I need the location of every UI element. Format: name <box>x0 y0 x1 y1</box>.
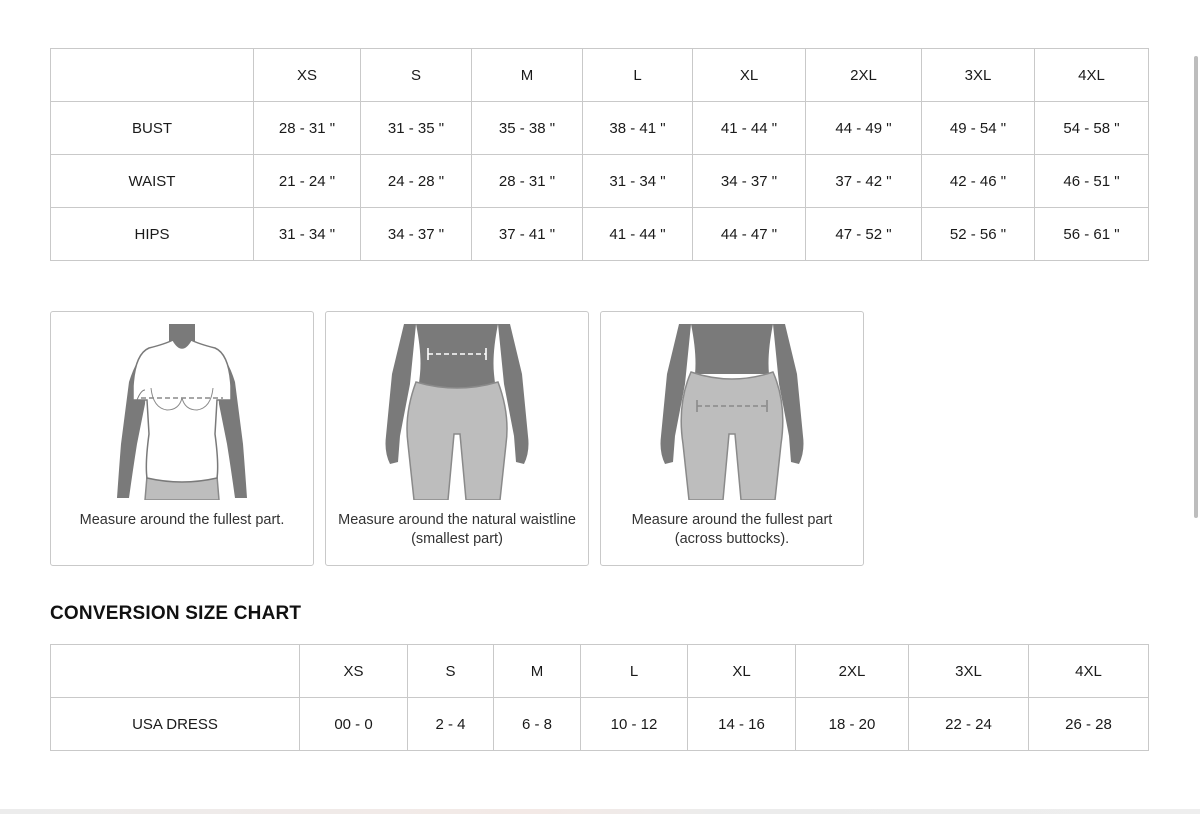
hips-guide-card <box>600 311 864 566</box>
hips-guide-caption: Measure around the fullest part (across buttocks). <box>631 512 833 547</box>
table-cell: 41 - 44 " <box>583 208 693 261</box>
table-cell: 44 - 49 " <box>806 102 922 155</box>
table-cell: 37 - 42 " <box>806 155 922 208</box>
table-cell: 37 - 41 " <box>472 208 583 261</box>
waist-guide-card <box>325 311 589 566</box>
table-cell: 42 - 46 " <box>922 155 1035 208</box>
header-cell-s: S <box>361 49 472 102</box>
table-cell: 31 - 35 " <box>361 102 472 155</box>
bust-guide-card <box>50 311 314 566</box>
header-cell-s: S <box>408 645 494 698</box>
waist-guide-caption: Measure around the natural waistline (smallest part) <box>338 512 576 547</box>
conversion-size-table <box>50 644 1149 751</box>
header-cell-empty <box>51 49 254 102</box>
table-cell: 22 - 24 <box>909 698 1029 751</box>
table-cell: 56 - 61 " <box>1035 208 1149 261</box>
table-cell: 6 - 8 <box>494 698 581 751</box>
header-cell-xl: XL <box>688 645 796 698</box>
table-row <box>51 208 1149 261</box>
bust-guide-caption: Measure around the fullest part. <box>79 512 285 528</box>
header-cell-xl: XL <box>693 49 806 102</box>
table-row <box>51 155 1149 208</box>
table-cell: 28 - 31 " <box>472 155 583 208</box>
table-cell: 34 - 37 " <box>693 155 806 208</box>
header-cell-xs: XS <box>300 645 408 698</box>
hips-measure-icon <box>657 324 807 500</box>
header-cell-l: L <box>581 645 688 698</box>
row-label-hips: HIPS <box>51 208 254 261</box>
table-cell: 14 - 16 <box>688 698 796 751</box>
table-cell: 24 - 28 " <box>361 155 472 208</box>
header-cell-3xl: 3XL <box>922 49 1035 102</box>
table-cell: 54 - 58 " <box>1035 102 1149 155</box>
table-cell: 38 - 41 " <box>583 102 693 155</box>
header-cell-2xl: 2XL <box>806 49 922 102</box>
row-label-usa-dress: USA DRESS <box>51 698 300 751</box>
table-cell: 21 - 24 " <box>254 155 361 208</box>
table-cell: 34 - 37 " <box>361 208 472 261</box>
waist-measure-icon <box>382 324 532 500</box>
conversion-section-title: CONVERSION SIZE CHART <box>50 603 302 624</box>
table-cell: 46 - 51 " <box>1035 155 1149 208</box>
header-cell-4xl: 4XL <box>1035 49 1149 102</box>
header-cell-xs: XS <box>254 49 361 102</box>
row-label-bust: BUST <box>51 102 254 155</box>
header-cell-m: M <box>472 49 583 102</box>
header-cell-2xl: 2XL <box>796 645 909 698</box>
size-measurement-table <box>50 48 1149 261</box>
table-row <box>51 698 1149 751</box>
table-cell: 31 - 34 " <box>583 155 693 208</box>
table-row <box>51 102 1149 155</box>
table-cell: 10 - 12 <box>581 698 688 751</box>
header-cell-3xl: 3XL <box>909 645 1029 698</box>
table-cell: 28 - 31 " <box>254 102 361 155</box>
bottom-edge <box>0 809 1200 814</box>
header-cell-m: M <box>494 645 581 698</box>
table-cell: 31 - 34 " <box>254 208 361 261</box>
table-cell: 44 - 47 " <box>693 208 806 261</box>
table-header-row <box>51 49 1149 102</box>
header-cell-empty <box>51 645 300 698</box>
table-header-row <box>51 645 1149 698</box>
header-cell-4xl: 4XL <box>1029 645 1149 698</box>
table-cell: 47 - 52 " <box>806 208 922 261</box>
table-cell: 35 - 38 " <box>472 102 583 155</box>
table-cell: 26 - 28 <box>1029 698 1149 751</box>
bust-measure-icon <box>107 324 257 500</box>
table-cell: 00 - 0 <box>300 698 408 751</box>
header-cell-l: L <box>583 49 693 102</box>
table-cell: 49 - 54 " <box>922 102 1035 155</box>
table-cell: 52 - 56 " <box>922 208 1035 261</box>
table-cell: 2 - 4 <box>408 698 494 751</box>
vertical-scrollbar[interactable] <box>1194 56 1198 518</box>
row-label-waist: WAIST <box>51 155 254 208</box>
table-cell: 18 - 20 <box>796 698 909 751</box>
table-cell: 41 - 44 " <box>693 102 806 155</box>
